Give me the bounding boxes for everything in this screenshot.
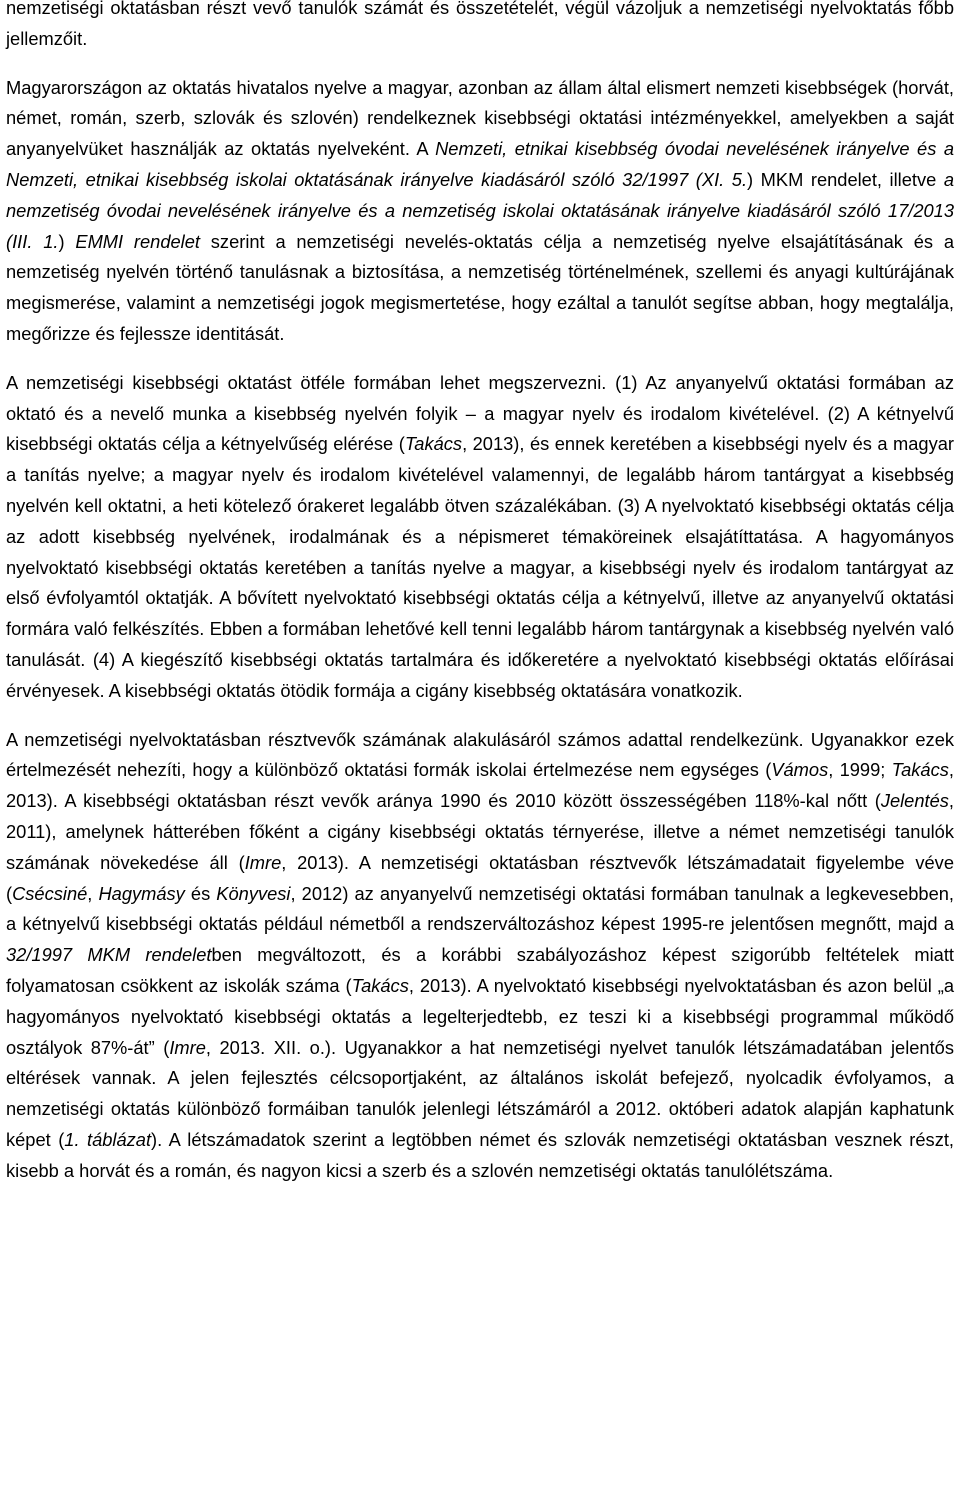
italic-text-run: Imre <box>244 851 282 873</box>
italic-text-run: 32/1997 MKM rendelet <box>6 944 212 966</box>
paragraph-education-forms <box>6 368 954 707</box>
text-run: , 2013). A nyelvoktató kisebbségi nyelvoktatásban és azon belül „a hagyományos nyelvoktató kisebbségi oktatás a legelterjedtebb, ez teszi ki a kisebbségi programmal működő osztályok 87%-át” ( <box>6 974 955 1058</box>
italic-text-run: 1. táblázat <box>64 1128 152 1150</box>
italic-text-run: Takács <box>404 433 463 455</box>
text-run: ). A létszámadatok szerint a legtöbben német és szlovák nemzetiségi oktatásban vesznek részt, kisebb a horvát és a román, és nagyon kicsi a szerb és a szlovén nemzetiségi oktatás tanulólétszáma. <box>6 1128 955 1181</box>
text-run: A nemzetiségi kisebbségi oktatást ötféle formában lehet megszervezni. (1) Az anyanyelvű oktatási formában az oktató és a nevelő munka a kisebbség nyelvén folyik – a magyar nyelv és irodalom kivételével. (2) A kétnyelvű kisebbségi oktatás célja a kétnyelvűség elérése ( <box>6 371 954 455</box>
text-run: , illetve <box>876 168 944 190</box>
italic-text-run: Vámos <box>771 759 829 781</box>
text-run: A nemzetiségi nyelvoktatásban résztvevők számának alakulásáról számos adattal rendelkezünk. Ugyanakkor ezek értelmezését nehezíti, hogy a különböző oktatási formák iskolai értelmezése nem egységes ( <box>6 728 954 781</box>
italic-text-run: Nemzeti, etnikai kisebbség óvodai nevelésének irányelve és a Nemzeti, etnikai kisebbség iskolai oktatásának irányelve kiadásáról szóló 32/1997 (XI. 5. <box>6 138 954 190</box>
italic-text-run: Takács <box>891 759 949 781</box>
italic-text-run: Hagymásy <box>98 882 185 904</box>
italic-text-run: Csécsiné <box>12 882 88 904</box>
italic-text-run: Imre <box>169 1036 206 1058</box>
italic-text-run: Könyvesi <box>216 882 291 904</box>
text-run: szerint a nemzetiségi nevelés-oktatás célja a nemzetiség nyelve elsajátításának és a nemzetiség nyelvén történő tanulásnak a biztosítása, a nemzetiség történelmének, szellemi és anyagi kultúrájának megismerése, valamint a nemzetiségi jogok megismertetése, hogy ezáltal a tanulót segítse abban, hogy megtalálja, megőrizze és fejlessze identitását. <box>6 230 955 344</box>
text-run: , 2012) az anyanyelvű nemzetiségi oktatási formában tanulnak a legkevesebben, a kétnyelvű kisebbségi oktatás például németből a rendszerváltozáshoz képest 1995-re jelentősen megnőtt, majd a <box>6 882 954 935</box>
text-run: , 2013). A nemzetiségi oktatásban résztvevők létszámadatait figyelembe véve ( <box>6 851 954 904</box>
text-run: , 1999; <box>828 759 892 781</box>
text-run: , 2013). A kisebbségi oktatásban részt vevők aránya 1990 és 2010 között összességében 118%-kal nőtt ( <box>6 759 954 812</box>
text-run: ben megváltozott, és a korábbi szabályozáshoz képest szigorúbb feltételek miatt folyamatosan csökkent az iskolák száma ( <box>6 944 954 996</box>
italic-text-run: Takács <box>351 974 409 996</box>
text-run: nemzetiségi oktatásban részt vevő tanulók számát és összetételét, végül vázoljuk a nemzetiségi nyelvoktatás főbb jellemzőit. <box>6 0 954 49</box>
text-run: , 2013. XII. o.). Ugyanakkor a hat nemzetiségi nyelvet tanulók létszámadatában jelentős eltérések vannak. A jelen fejlesztés célcsoportjaként, az általános iskolát befejező, nyolcadik évfolyamos, a nemzetiségi oktatás különböző formáiban tanulók jelenlegi létszámáról a 2012. októberi adatok alapján kaphatunk képet ( <box>6 1036 954 1150</box>
text-run: Magyarországon az oktatás hivatalos nyelve a magyar, azonban az állam által elismert nemzeti kisebbségek (horvát, német, román, szerb, szlovák és szlovén) rendelkeznek kisebbségi oktatási intézményekkel, amelyekben a saját anyanyelvüket használják az oktatás nyelveként. A <box>6 76 954 160</box>
italic-text-run: EMMI rendelet <box>75 230 200 252</box>
text-run: ) <box>58 230 76 252</box>
text-run: ) MKM rendelet <box>747 168 877 190</box>
italic-text-run: Jelentés <box>880 790 949 812</box>
text-run: és <box>184 882 217 904</box>
text-run: , 2011), amelynek hátterében főként a cigány kisebbségi oktatás térnyerése, illetve a német nemzetiségi tanulók számának növekedése áll ( <box>6 790 954 873</box>
paragraph-intro <box>6 0 954 55</box>
paragraph-legal-framework <box>6 73 954 350</box>
paragraph-enrollment-data <box>6 725 954 1187</box>
text-run: , <box>87 882 99 904</box>
text-run: , 2013), és ennek keretében a kisebbségi nyelv és a magyar a tanítás nyelve; a magyar nyelv és irodalom kivételével valamennyi, de legalább három tantárgyat a kisebbség nyelvén kell oktatni, a heti kötelező órakeret legalább ötven százalékában. (3) A nyelvoktató kisebbségi oktatás célja az adott kisebbség nyelvének, irodalmának és a népismeret témaköreinek elsajátíttatása. A hagyományos nyelvoktató kisebbségi oktatás keretében a tanítás nyelve a magyar, a kisebbségi nyelv és irodalom tantárgyat az első évfolyamtól oktatják. A bővített nyelvoktató kisebbségi oktatás célja a kétnyelvű, illetve az anyanyelvű oktatási formára való felkészítés. Ebben a formában lehetővé kell tenni legalább három tantárgynak a kisebbség nyelvén való tanulását. (4) A kiegészítő kisebbségi oktatás tartalmára és időkeretére a nyelvoktató kisebbségi oktatás előírásai érvényesek. A kisebbségi oktatás ötödik formája a cigány kisebbség oktatására vonatkozik. <box>6 433 954 701</box>
italic-text-run: a nemzetiség óvodai nevelésének irányelve és a nemzetiség iskolai oktatásának irányelve kiadásáról szóló 17/2013 (III. 1. <box>6 168 954 252</box>
